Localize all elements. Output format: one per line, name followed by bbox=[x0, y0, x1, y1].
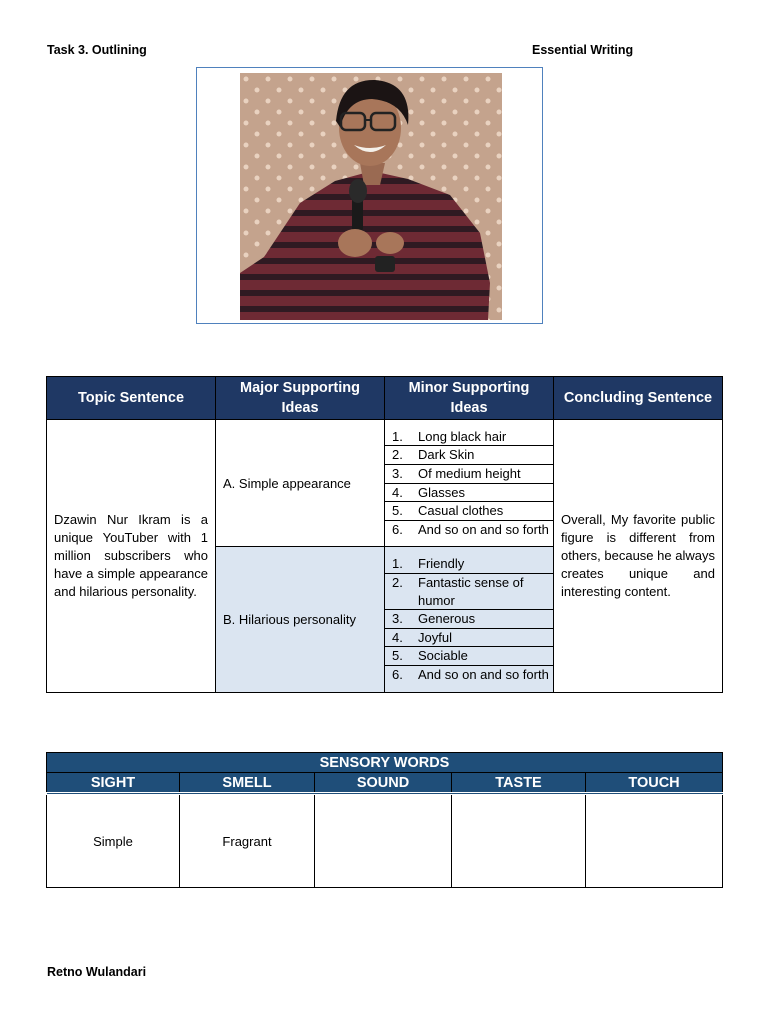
list-item: 2. Dark Skin bbox=[385, 446, 553, 465]
column-sight: SIGHT bbox=[47, 773, 180, 794]
concluding-sentence-cell: Overall, My favorite public figure is different from others, because he always creates unique and interesting content. bbox=[554, 420, 723, 693]
column-sound: SOUND bbox=[315, 773, 452, 794]
sensory-title: SENSORY WORDS bbox=[47, 753, 723, 773]
smell-value: Fragrant bbox=[180, 794, 315, 888]
column-taste: TASTE bbox=[452, 773, 586, 794]
list-item: 3. Generous bbox=[385, 610, 553, 629]
list-item: 2. Fantastic sense of humor bbox=[385, 574, 553, 610]
sight-value: Simple bbox=[47, 794, 180, 888]
list-item: 1. Long black hair bbox=[385, 428, 553, 447]
minor-ideas-a bbox=[385, 420, 554, 547]
major-idea-b: B. Hilarious personality bbox=[216, 547, 385, 693]
sensory-words-table bbox=[46, 752, 723, 888]
list-item: 1. Friendly bbox=[385, 555, 553, 574]
topic-sentence-cell: Dzawin Nur Ikram is a unique YouTuber with 1 million subscribers who have a simple appearance and hilarious personality. bbox=[47, 420, 216, 693]
taste-value bbox=[452, 794, 586, 888]
header-concluding-sentence: Concluding Sentence bbox=[554, 377, 723, 420]
list-item: 4. Glasses bbox=[385, 484, 553, 503]
major-idea-a: A. Simple appearance bbox=[216, 420, 385, 547]
task-title: Task 3. Outlining bbox=[47, 43, 147, 57]
list-item: 5. Sociable bbox=[385, 647, 553, 666]
list-item: 5. Casual clothes bbox=[385, 502, 553, 521]
author-name: Retno Wulandari bbox=[47, 965, 147, 979]
list-item: 3. Of medium height bbox=[385, 465, 553, 484]
list-item: 6. And so on and so forth bbox=[392, 521, 549, 537]
course-title: Essential Writing bbox=[532, 43, 634, 57]
photo-frame bbox=[196, 67, 543, 324]
column-touch: TOUCH bbox=[586, 773, 723, 794]
header-topic-sentence: Topic Sentence bbox=[47, 377, 216, 420]
outline-table bbox=[46, 376, 723, 693]
speaker-photo bbox=[240, 73, 502, 320]
header-minor-ideas: Minor Supporting Ideas bbox=[385, 377, 554, 420]
list-item: 4. Joyful bbox=[385, 629, 553, 648]
header-major-ideas: Major Supporting Ideas bbox=[216, 377, 385, 420]
column-smell: SMELL bbox=[180, 773, 315, 794]
sound-value bbox=[315, 794, 452, 888]
minor-ideas-b bbox=[385, 547, 554, 693]
touch-value bbox=[586, 794, 723, 888]
list-item: 6. And so on and so forth bbox=[392, 666, 549, 682]
